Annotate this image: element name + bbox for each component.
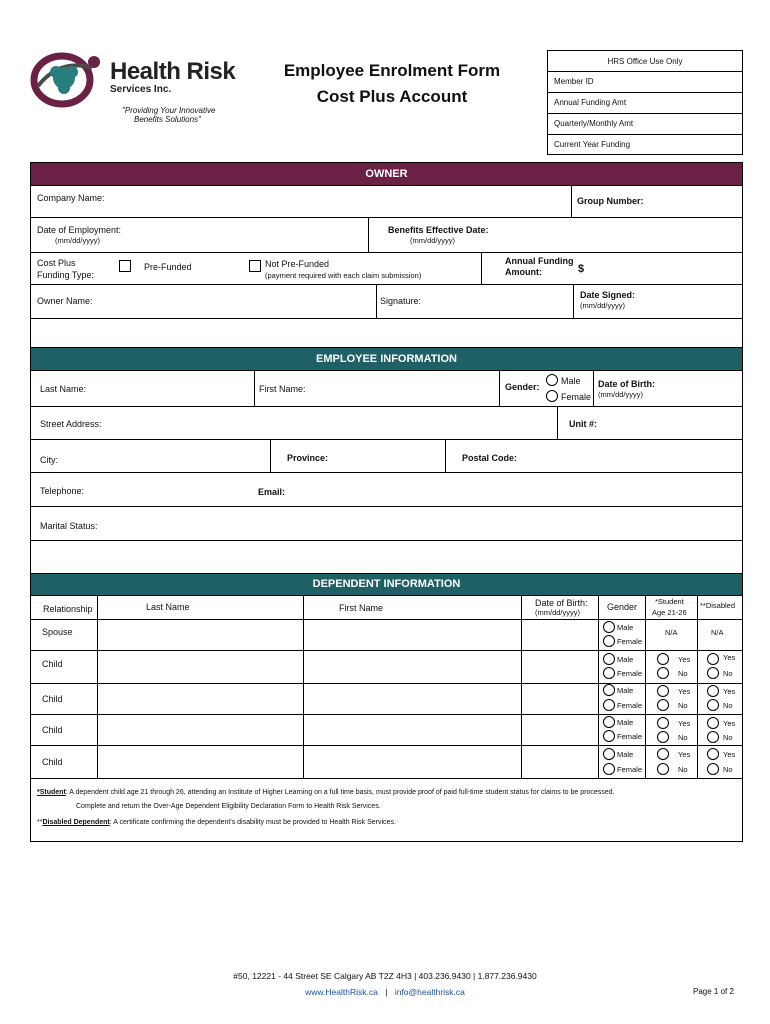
logo-subname: Services Inc.: [110, 84, 172, 95]
date-signed-label: Date Signed:: [580, 290, 636, 300]
employee-section-header: EMPLOYEE INFORMATION: [31, 348, 742, 370]
child-disabled-yes-label: Yes: [723, 653, 736, 662]
logo-emblem-icon: [30, 50, 102, 110]
child-male-label: Male: [617, 655, 634, 664]
relationship-label: Child: [42, 757, 63, 767]
street-address-label: Street Address:: [40, 419, 102, 429]
office-annual-funding: Annual Funding Amt: [554, 98, 627, 107]
child-disabled-yes-radio[interactable]: [707, 717, 719, 729]
first-name-label: First Name:: [259, 384, 306, 394]
child-male-radio[interactable]: [603, 748, 615, 760]
employee-female-label: Female: [561, 392, 592, 402]
unit-label: Unit #:: [569, 419, 597, 429]
email-label: Email:: [258, 487, 286, 497]
annual-funding-label-2: Amount:: [505, 267, 542, 277]
child-male-radio[interactable]: [603, 684, 615, 696]
child-disabled-yes-label: Yes: [723, 750, 736, 759]
child-student-yes-radio[interactable]: [657, 685, 669, 697]
col-student-1: *Student: [655, 597, 684, 606]
marital-status-label: Marital Status:: [40, 521, 98, 531]
office-quarterly-amt: Quarterly/Monthly Amt: [554, 119, 634, 128]
dependent-row-child-2: [30, 683, 743, 714]
student-note: [37, 789, 614, 796]
relationship-label: Child: [42, 725, 63, 735]
child-female-label: Female: [617, 669, 643, 678]
spouse-student-na: N/A: [665, 628, 678, 637]
child-disabled-yes-radio[interactable]: [707, 685, 719, 697]
office-member-id: Member ID: [554, 77, 594, 86]
child-student-yes-label: Yes: [678, 687, 691, 696]
child-student-no-radio[interactable]: [657, 667, 669, 679]
child-disabled-no-radio[interactable]: [707, 699, 719, 711]
dependent-row-spouse: [30, 619, 743, 650]
company-logo: [30, 50, 240, 130]
cost-plus-label-1: Cost Plus: [37, 258, 76, 268]
signature-label: Signature:: [380, 296, 422, 306]
child-disabled-no-radio[interactable]: [707, 763, 719, 775]
student-note-label: *Student: [37, 789, 66, 796]
pre-funded-label: Pre-Funded: [144, 262, 192, 272]
gender-label: Gender:: [505, 382, 540, 392]
footer-separator: |: [385, 987, 388, 997]
postal-code-label: Postal Code:: [462, 453, 518, 463]
child-disabled-yes-label: Yes: [723, 719, 736, 728]
dependent-section-header: DEPENDENT INFORMATION: [31, 574, 742, 595]
relationship-label: Spouse: [42, 627, 73, 637]
disabled-note-label: Disabled Dependent: [42, 819, 110, 826]
col-dob: Date of Birth:: [535, 598, 588, 608]
pre-funded-checkbox[interactable]: [119, 260, 131, 272]
footer-contact: [0, 987, 770, 997]
employee-male-label: Male: [561, 376, 581, 386]
col-last-name: Last Name: [146, 602, 190, 612]
footer-address: #50, 12221 - 44 Street SE Calgary AB T2Z 4H3 | 403.236.9430 | 1.877.236.9430: [233, 971, 537, 981]
child-male-label: Male: [617, 750, 634, 759]
date-of-employment-label: Date of Employment:: [37, 225, 122, 235]
spouse-female-radio[interactable]: [603, 635, 615, 647]
child-student-no-radio[interactable]: [657, 699, 669, 711]
col-gender: Gender: [607, 602, 638, 612]
child-disabled-yes-radio[interactable]: [707, 748, 719, 760]
employee-female-radio[interactable]: [546, 390, 558, 402]
company-name-label: Company Name:: [37, 193, 105, 203]
col-first-name: First Name: [339, 603, 384, 613]
child-disabled-no-label: No: [723, 669, 733, 678]
employee-dob-label: Date of Birth:: [598, 379, 655, 389]
child-disabled-yes-label: Yes: [723, 687, 736, 696]
child-student-yes-label: Yes: [678, 750, 691, 759]
spouse-disabled-na: N/A: [711, 628, 724, 637]
student-note-text: : A dependent child age 21 through 26, attending an Institute of Higher Learning on a full time basis, must provide proof of paid full-time student status for claims to be processed.: [65, 789, 615, 796]
telephone-label: Telephone:: [40, 486, 85, 496]
child-student-yes-radio[interactable]: [657, 653, 669, 665]
office-current-year: Current Year Funding: [554, 140, 631, 149]
child-student-no-label: No: [678, 765, 688, 774]
child-male-label: Male: [617, 686, 634, 695]
date-of-employment-format: (mm/dd/yyyy): [55, 236, 100, 245]
col-student-2: Age 21-26: [652, 608, 687, 617]
city-label: City:: [40, 455, 58, 465]
child-student-yes-label: Yes: [678, 655, 691, 664]
relationship-label: Child: [42, 694, 63, 704]
child-disabled-no-radio[interactable]: [707, 667, 719, 679]
child-disabled-no-label: No: [723, 765, 733, 774]
child-female-label: Female: [617, 732, 643, 741]
form-title: Employee Enrolment Form: [283, 61, 501, 80]
child-disabled-no-label: No: [723, 701, 733, 710]
child-male-radio[interactable]: [603, 716, 615, 728]
form-subtitle: Cost Plus Account: [316, 87, 468, 106]
child-student-no-radio[interactable]: [657, 763, 669, 775]
page-number: Page 1 of 2: [693, 987, 734, 996]
child-disabled-yes-radio[interactable]: [707, 653, 719, 665]
owner-name-label: Owner Name:: [37, 296, 93, 306]
not-pre-funded-label: Not Pre-Funded: [265, 259, 330, 269]
col-relationship: Relationship: [43, 604, 93, 614]
dependent-row-child-4: [30, 745, 743, 778]
child-female-label: Female: [617, 701, 643, 710]
group-number-label: Group Number:: [577, 196, 644, 206]
child-male-label: Male: [617, 718, 634, 727]
company-name-input[interactable]: [110, 188, 565, 214]
disabled-note-prefix: **: [37, 819, 43, 826]
relationship-label: Child: [42, 659, 63, 669]
annual-funding-label-1: Annual Funding: [505, 256, 574, 266]
col-disabled: **Disabled: [700, 601, 736, 610]
dependent-row-child-3: [30, 714, 743, 745]
child-female-radio[interactable]: [603, 730, 615, 742]
owner-section-header: OWNER: [31, 163, 742, 185]
employee-male-radio[interactable]: [546, 374, 558, 386]
child-disabled-no-radio[interactable]: [707, 731, 719, 743]
disabled-note: [37, 819, 396, 826]
logo-tagline-1: "Providing Your Innovative: [122, 106, 216, 115]
spouse-female-label: Female: [617, 637, 643, 646]
child-female-radio[interactable]: [603, 699, 615, 711]
student-note-text-2: Complete and return the Over-Age Dependent Eligibility Declaration Form to Health Risk Services.: [76, 803, 381, 810]
footer-email-link[interactable]: info@healthrisk.ca: [394, 987, 465, 997]
office-use-header: HRS Office Use Only: [607, 57, 683, 66]
benefits-effective-date-label: Benefits Effective Date:: [388, 225, 489, 235]
office-use-box: [547, 50, 743, 155]
child-student-no-label: No: [678, 669, 688, 678]
province-label: Province:: [287, 453, 329, 463]
benefits-effective-date-format: (mm/dd/yyyy): [410, 236, 455, 245]
spouse-male-radio[interactable]: [603, 621, 615, 633]
child-female-radio[interactable]: [603, 667, 615, 679]
child-student-yes-radio[interactable]: [657, 717, 669, 729]
cost-plus-label-2: Funding Type:: [37, 270, 94, 280]
child-student-no-radio[interactable]: [657, 731, 669, 743]
dollar-sign: $: [578, 263, 585, 275]
footer-website-link[interactable]: www.HealthRisk.ca: [305, 987, 378, 997]
employee-dob-format: (mm/dd/yyyy): [598, 390, 643, 399]
logo-name: Health Risk: [110, 58, 236, 85]
logo-tagline-2: Benefits Solutions": [134, 115, 201, 124]
spouse-male-label: Male: [617, 623, 634, 632]
not-pre-funded-note: (payment required with each claim submission): [265, 271, 422, 280]
col-dob-format: (mm/dd/yyyy): [535, 608, 580, 617]
child-female-radio[interactable]: [603, 763, 615, 775]
child-female-label: Female: [617, 765, 643, 774]
child-student-no-label: No: [678, 733, 688, 742]
child-male-radio[interactable]: [603, 653, 615, 665]
child-disabled-no-label: No: [723, 733, 733, 742]
child-student-yes-label: Yes: [678, 719, 691, 728]
dependent-row-child-1: [30, 650, 743, 683]
date-signed-format: (mm/dd/yyyy): [580, 301, 625, 310]
child-student-no-label: No: [678, 701, 688, 710]
not-pre-funded-checkbox[interactable]: [249, 260, 261, 272]
child-student-yes-radio[interactable]: [657, 748, 669, 760]
last-name-label: Last Name:: [40, 384, 87, 394]
disabled-note-text: : A certificate confirming the dependent's disability must be provided to Health Risk Services.: [109, 819, 396, 826]
